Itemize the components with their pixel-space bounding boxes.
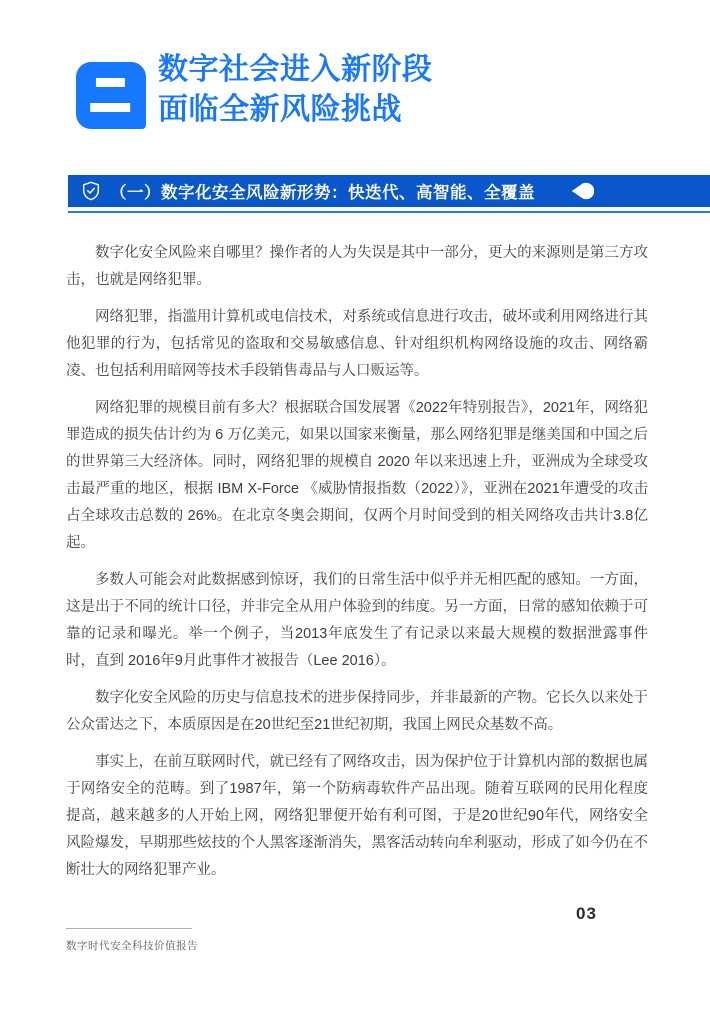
paragraph: 数字化安全风险的历史与信息技术的进步保持同步，并非最新的产物。它长久以来处于公众雷达之下，本质原因是在20世纪至21世纪初期，我国上网民众基数不高。 bbox=[66, 690, 648, 733]
paragraph: 网络犯罪的规模目前有多大？根据联合国发展署《2022年特别报告》，2021年，网络犯罪造成的损失估计约为 6 万亿美元，如果以国家来衡量，那么网络犯罪是继美国和中国之后的世界第三大经济体。同时，网络犯罪的规模自 2020 年以来迅速上升，亚洲成为全球受攻击最严重的地区，根据 IBM X-Force 《威胁情报指数（2022）》，亚洲在2021年遭受的攻击占全球攻击总数的 26%。在北京冬奥会期间，仅两个月时间受到的相关网络攻击共计3.8亿起。 bbox=[66, 400, 648, 551]
section-banner bbox=[68, 175, 710, 207]
page-number: 03 bbox=[576, 904, 597, 923]
paragraph: 数字化安全风险来自哪里？操作者的人为失误是其中一部分，更大的来源则是第三方攻击，也就是网络犯罪。 bbox=[66, 245, 648, 288]
footer-report-title: 数字时代安全科技价值报告 bbox=[66, 940, 198, 952]
numeral-two-icon bbox=[76, 62, 146, 129]
shield-check-icon bbox=[80, 180, 102, 202]
article-body bbox=[66, 240, 648, 894]
footer-divider bbox=[66, 928, 192, 929]
dot-marker-icon bbox=[571, 181, 594, 201]
chapter-title-line1: 数字社会进入新阶段 bbox=[158, 53, 433, 86]
paragraph: 网络犯罪，指滥用计算机或电信技术，对系统或信息进行攻击，破坏或利用网络进行其他犯罪的行为，包括常见的盗取和交易敏感信息、针对组织机构网络设施的攻击、网络霸凌、也包括利用暗网等技术手段销售毒品与人口贩运等。 bbox=[66, 309, 648, 379]
chapter-title bbox=[158, 50, 433, 130]
paragraph: 事实上，在前互联网时代，就已经有了网络攻击，因为保护位于计算机内部的数据也属于网络安全的范畴。到了1987年，第一个防病毒软件产品出现。随着互联网的民用化程度提高，越来越多的人开始上网，网络犯罪便开始有利可图，于是20世纪90年代，网络安全风险爆发，早期那些炫技的个人黑客逐渐消失，黑客活动转向牟利驱动，形成了如今仍在不断壮大的网络犯罪产业。 bbox=[66, 754, 648, 878]
section-banner-underline bbox=[68, 211, 710, 213]
chapter-title-line2: 面临全新风险挑战 bbox=[158, 93, 402, 126]
numeral-two-top-stroke bbox=[96, 78, 125, 87]
numeral-two-bottom-stroke bbox=[90, 103, 130, 112]
section-banner-title: （一）数字化安全风险新形势：快迭代、高智能、全覆盖 bbox=[110, 184, 535, 202]
paragraph: 多数人可能会对此数据感到惊讶，我们的日常生活中似乎并无相匹配的感知。一方面，这是出于不同的统计口径，并非完全从用户体验到的纬度。另一方面，日常的感知依赖于可靠的记录和曝光。举一个例子，当2013年底发生了有记录以来最大规模的数据泄露事件时，直到 2016年9月此事件才被报告（Lee 2016）。 bbox=[66, 572, 648, 669]
